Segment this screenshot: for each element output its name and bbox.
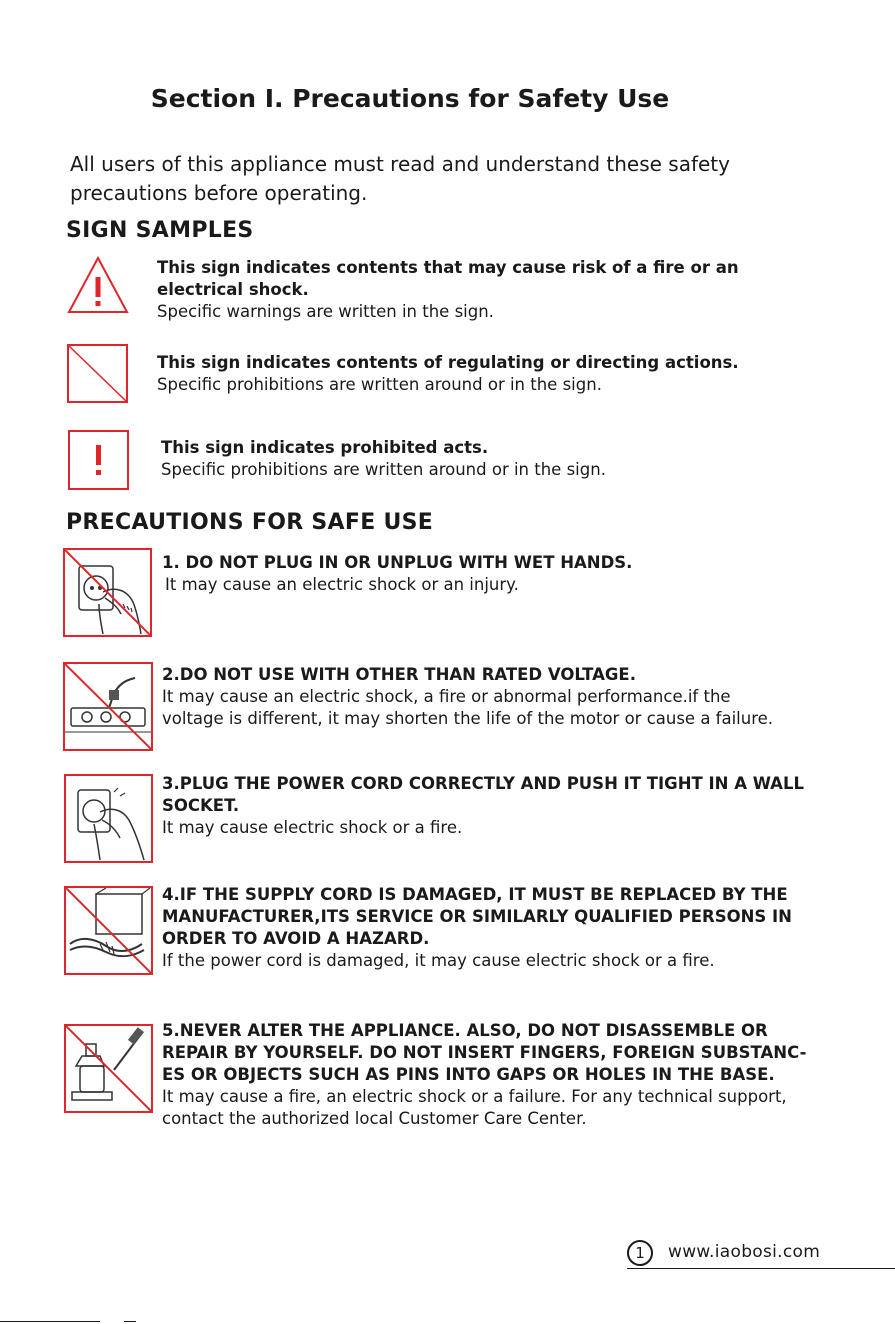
sign-sample-3-bold: This sign indicates prohibited acts. bbox=[161, 438, 489, 457]
page-number: 1 bbox=[627, 1240, 653, 1266]
sign-sample-1-text: Specific warnings are written in the sign. bbox=[157, 302, 494, 321]
precaution-1-bold-1: 1. DO NOT PLUG IN OR UNPLUG WITH WET HANDS. bbox=[162, 553, 633, 572]
precaution-4-text-1: If the power cord is damaged, it may cause electric shock or a fire. bbox=[162, 951, 715, 970]
sign-sample-1 bbox=[157, 257, 857, 323]
bottom-divider-mark bbox=[124, 1321, 136, 1322]
regulating-sign-icon bbox=[67, 344, 128, 403]
intro-text bbox=[70, 150, 810, 208]
precaution-2 bbox=[162, 664, 862, 730]
sign-sample-3-text: Specific prohibitions are written around or in the sign. bbox=[161, 460, 606, 479]
damaged-cord-icon bbox=[64, 886, 153, 975]
sign-sample-2 bbox=[157, 352, 857, 396]
precaution-1 bbox=[162, 552, 862, 596]
intro-line-2: precautions before operating. bbox=[70, 181, 368, 205]
precaution-5-bold-3: ES OR OBJECTS SUCH AS PINS INTO GAPS OR HOLES IN THE BASE. bbox=[162, 1065, 775, 1084]
warning-triangle-icon bbox=[66, 255, 130, 315]
precaution-2-bold-1: 2.DO NOT USE WITH OTHER THAN RATED VOLTAGE. bbox=[162, 665, 636, 684]
sign-sample-2-text: Specific prohibitions are written around or in the sign. bbox=[157, 375, 602, 394]
precaution-3 bbox=[162, 773, 862, 839]
sign-sample-3 bbox=[161, 437, 861, 481]
precaution-5-bold-2: REPAIR BY YOURSELF. DO NOT INSERT FINGERS, FOREIGN SUBSTANC- bbox=[162, 1043, 807, 1062]
precautions-heading: PRECAUTIONS FOR SAFE USE bbox=[66, 510, 434, 535]
wet-hands-plug-icon bbox=[63, 548, 152, 637]
plug-socket-icon bbox=[64, 774, 153, 863]
precaution-4-bold-1: 4.IF THE SUPPLY CORD IS DAMAGED, IT MUST BE REPLACED BY THE bbox=[162, 885, 788, 904]
footer-divider bbox=[627, 1268, 895, 1269]
sign-sample-1-bold-1: This sign indicates contents that may cause risk of a fire or an bbox=[157, 258, 739, 277]
intro-line-1: All users of this appliance must read and understand these safety bbox=[70, 152, 730, 176]
precaution-2-text-2: voltage is different, it may shorten the life of the motor or cause a failure. bbox=[162, 709, 774, 728]
precaution-5-bold-1: 5.NEVER ALTER THE APPLIANCE. ALSO, DO NOT DISASSEMBLE OR bbox=[162, 1021, 768, 1040]
precaution-5 bbox=[162, 1020, 872, 1130]
precaution-2-text-1: It may cause an electric shock, a fire or abnormal performance.if the bbox=[162, 687, 731, 706]
sign-sample-2-bold: This sign indicates contents of regulating or directing actions. bbox=[157, 353, 739, 372]
precaution-5-text-1: It may cause a fire, an electric shock or a failure. For any technical support, bbox=[162, 1087, 787, 1106]
precaution-4-bold-3: ORDER TO AVOID A HAZARD. bbox=[162, 929, 430, 948]
precaution-5-text-2: contact the authorized local Customer Care Center. bbox=[162, 1109, 587, 1128]
sign-sample-1-bold-2: electrical shock. bbox=[157, 280, 309, 299]
precaution-3-text-1: It may cause electric shock or a fire. bbox=[162, 818, 463, 837]
screwdriver-appliance-icon bbox=[64, 1024, 153, 1113]
precaution-4 bbox=[162, 884, 862, 972]
sign-samples-heading: SIGN SAMPLES bbox=[66, 218, 254, 243]
website-url[interactable]: www.iaobosi.com bbox=[668, 1242, 821, 1262]
prohibited-sign-icon bbox=[68, 430, 129, 490]
precaution-1-text-1: It may cause an electric shock or an injury. bbox=[165, 575, 519, 594]
page-title: Section I. Precautions for Safety Use bbox=[150, 84, 670, 113]
precaution-4-bold-2: MANUFACTURER,ITS SERVICE OR SIMILARLY QUALIFIED PERSONS IN bbox=[162, 907, 792, 926]
precaution-3-bold-1: 3.PLUG THE POWER CORD CORRECTLY AND PUSH IT TIGHT IN A WALL bbox=[162, 774, 804, 793]
precaution-3-bold-2: SOCKET. bbox=[162, 796, 240, 815]
power-strip-voltage-icon bbox=[63, 662, 153, 751]
bottom-divider-left bbox=[0, 1321, 100, 1322]
